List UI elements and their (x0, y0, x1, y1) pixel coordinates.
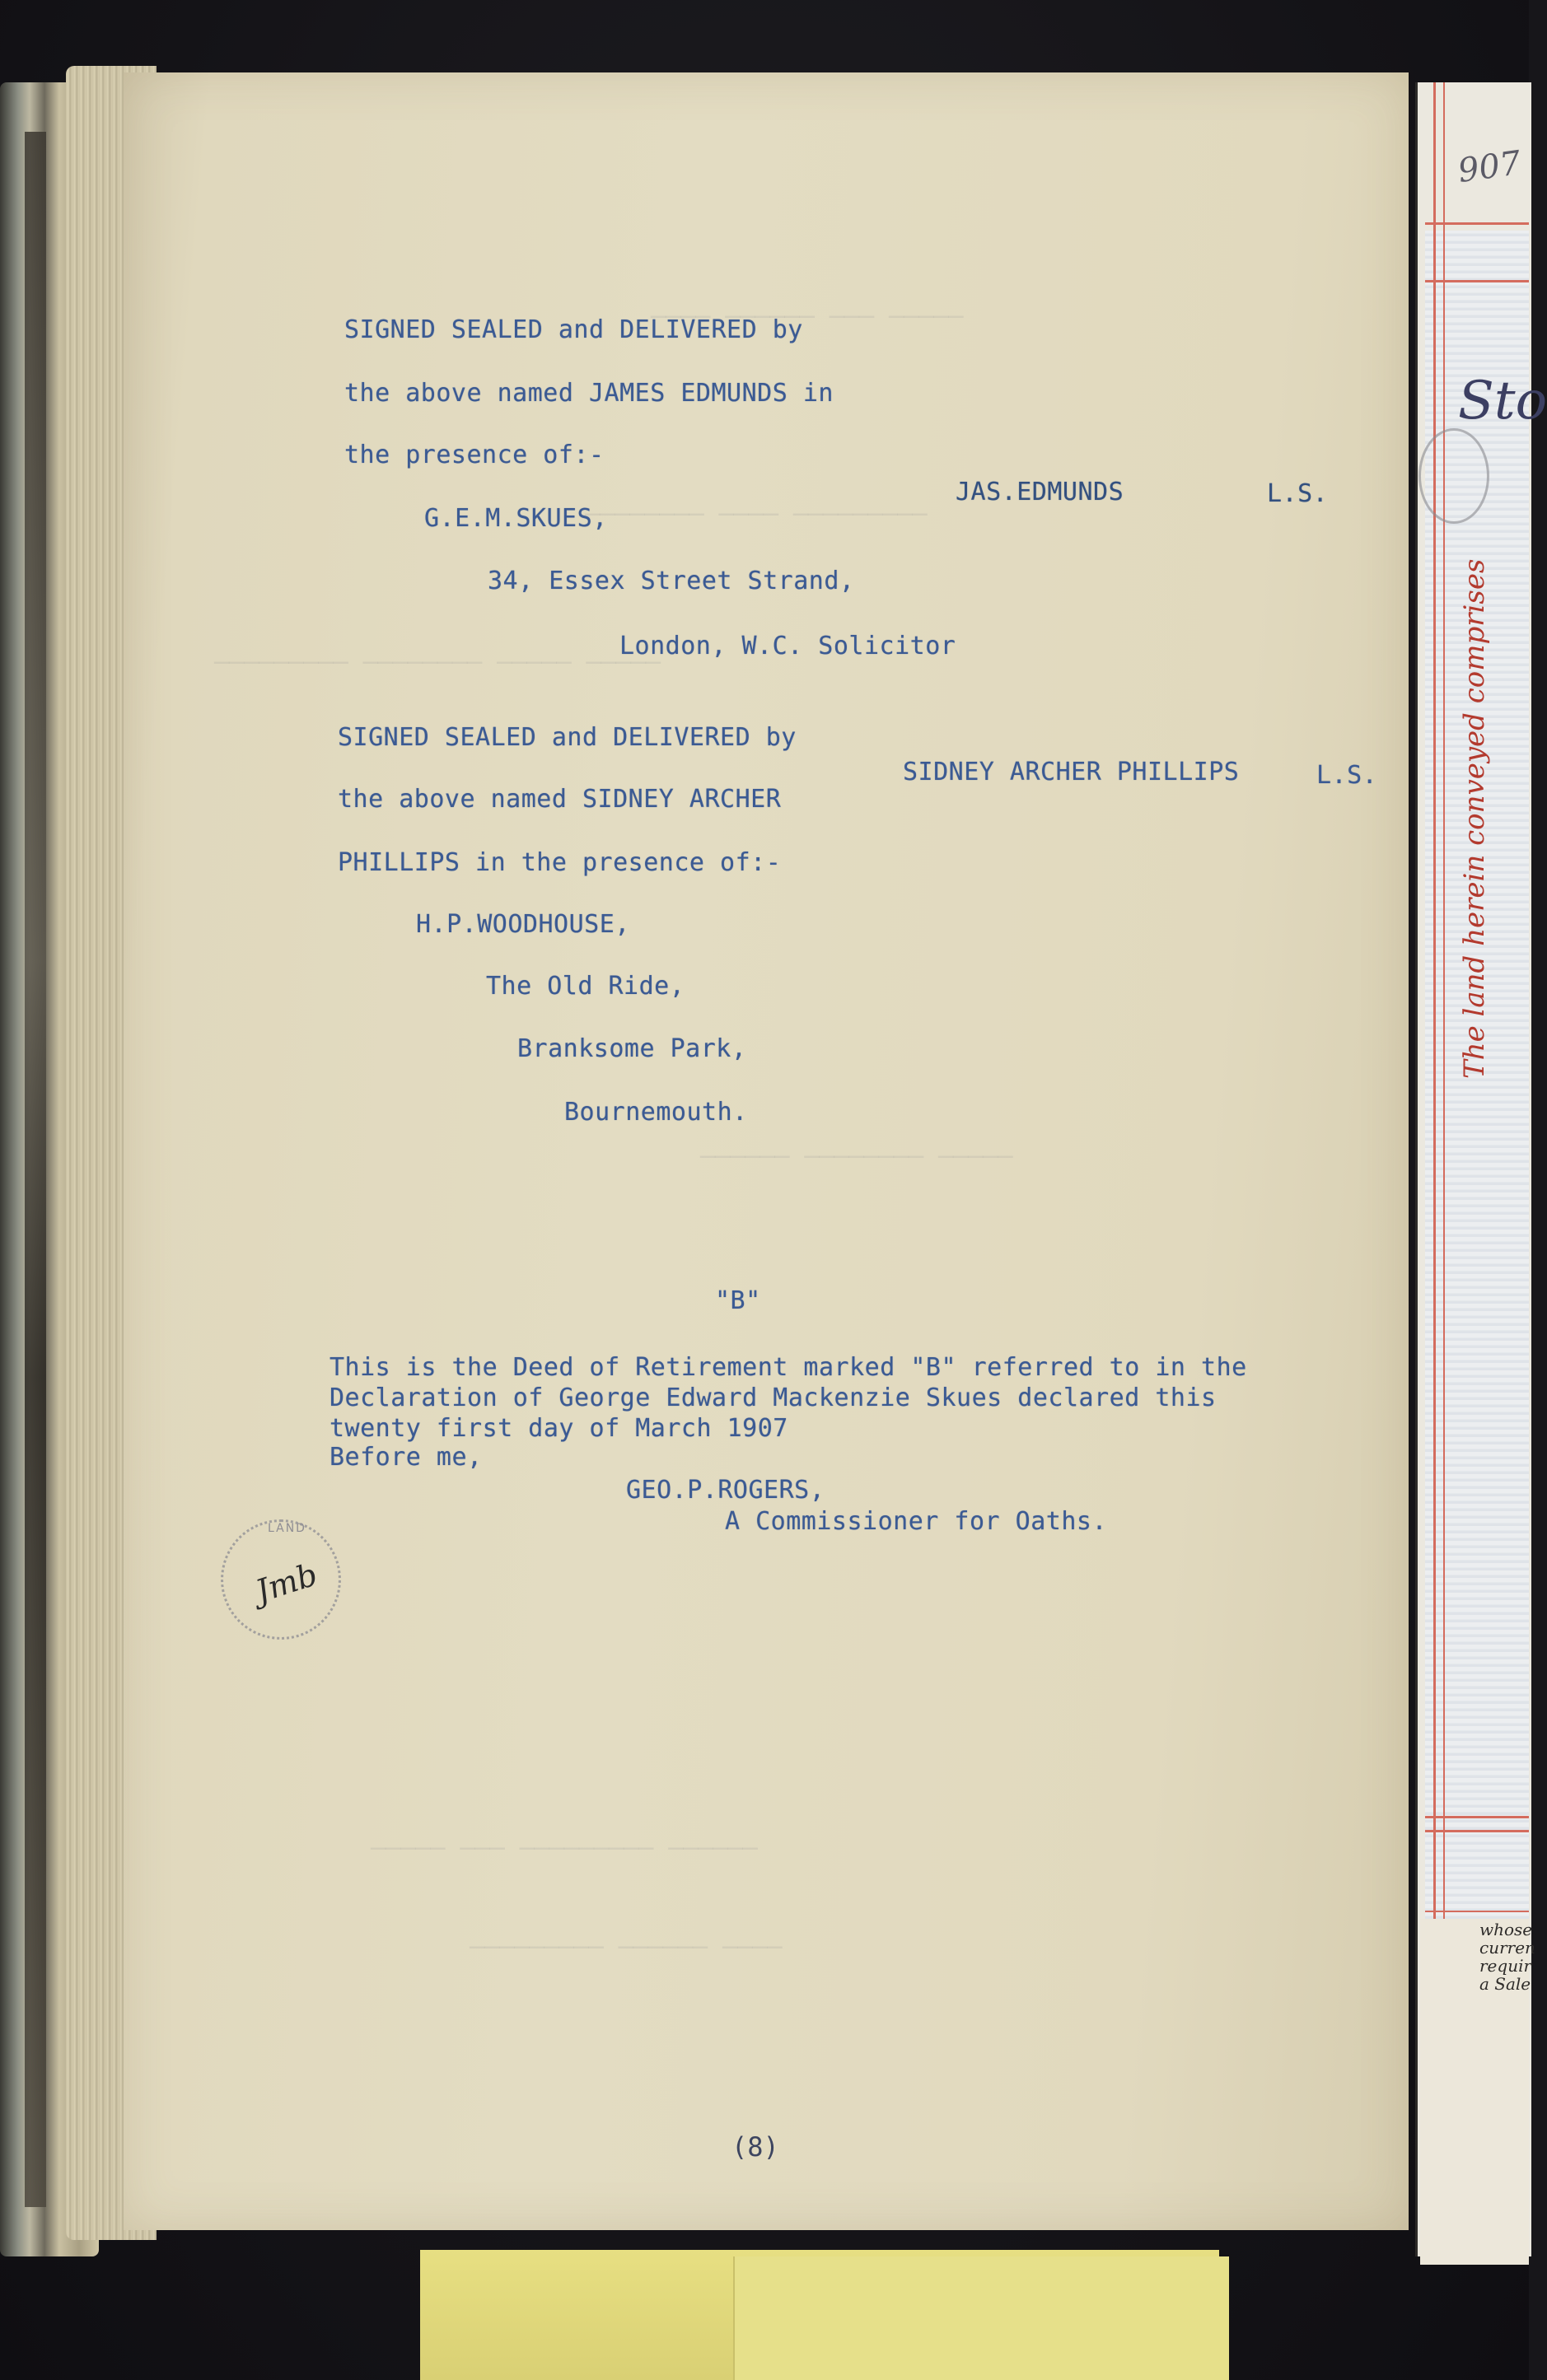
exhibit-mark: "B" (715, 1286, 761, 1315)
attestation-line: the above named JAMES EDMUNDS in (344, 379, 834, 408)
attestation-line: the above named SIDNEY ARCHER (338, 785, 782, 814)
seal-mark: L.S. (1316, 761, 1378, 790)
bleed-through: ───── ─── ───────── ────── (371, 1835, 758, 1864)
exhibit-text: Before me, (329, 1443, 483, 1472)
witness-address: Bournemouth. (564, 1098, 748, 1127)
witness-address: London, W.C. Solicitor (619, 632, 956, 660)
commissioner-name: GEO.P.ROGERS, (626, 1476, 825, 1505)
page-number: (8) (731, 2131, 779, 2163)
margin-rule (1443, 82, 1445, 1919)
signatory-signature: JAS.EDMUNDS (956, 478, 1124, 506)
witness-name: H.P.WOODHOUSE, (416, 910, 630, 939)
bleed-through: ────── ──────── ───── (700, 1143, 1013, 1172)
registry-stamp (1418, 428, 1489, 524)
ruled-line (1425, 1816, 1529, 1818)
attestation-line: SIGNED SEALED and DELIVERED by (344, 315, 803, 344)
corner-mark: 907 (1456, 143, 1524, 191)
ruled-line (1425, 222, 1529, 225)
exhibit-text: twenty first day of March 1907 (329, 1414, 788, 1443)
witness-address: Branksome Park, (517, 1034, 747, 1063)
witness-address: 34, Essex Street Strand, (488, 567, 855, 595)
bleed-through: ───────── ────── ──── (470, 1934, 783, 1962)
witness-name: G.E.M.SKUES, (424, 504, 608, 533)
handwritten-initials: Jmb (251, 1556, 322, 1610)
bleed-through: ──── ────── ─── ───── (651, 303, 964, 332)
seal-mark: L.S. (1267, 479, 1329, 508)
commissioner-title: A Commissioner for Oaths. (725, 1507, 1108, 1536)
stamp-text: LAND (268, 1522, 306, 1535)
printed-note: whose curren requir a Sale (1479, 1920, 1535, 1994)
exhibit-text: This is the Deed of Retirement marked "B" referred to in the (329, 1353, 1247, 1382)
yellow-paper-tab (733, 2256, 1229, 2380)
signatory-signature: SIDNEY ARCHER PHILLIPS (903, 758, 1240, 786)
attestation-line: the presence of:- (344, 441, 605, 469)
ruled-line (1425, 280, 1529, 282)
attestation-line: SIGNED SEALED and DELIVERED by (338, 723, 797, 752)
binding-strip (25, 132, 46, 2207)
exhibit-text: Declaration of George Edward Mackenzie Skues declared this (329, 1384, 1217, 1412)
handwritten-heading: Sto (1458, 371, 1547, 432)
ruled-line (1425, 1911, 1529, 1912)
witness-address: The Old Ride, (486, 972, 685, 1001)
bleed-through: ──────── ──── ───────── (585, 501, 928, 530)
ruled-line (1425, 1830, 1529, 1832)
margin-rule (1433, 82, 1436, 1919)
margin-note: The land herein conveyed comprises (1458, 558, 1491, 1079)
attestation-line: PHILLIPS in the presence of:- (338, 848, 782, 877)
bleed-through: ───────── ──────── ───── ───── (214, 649, 661, 678)
